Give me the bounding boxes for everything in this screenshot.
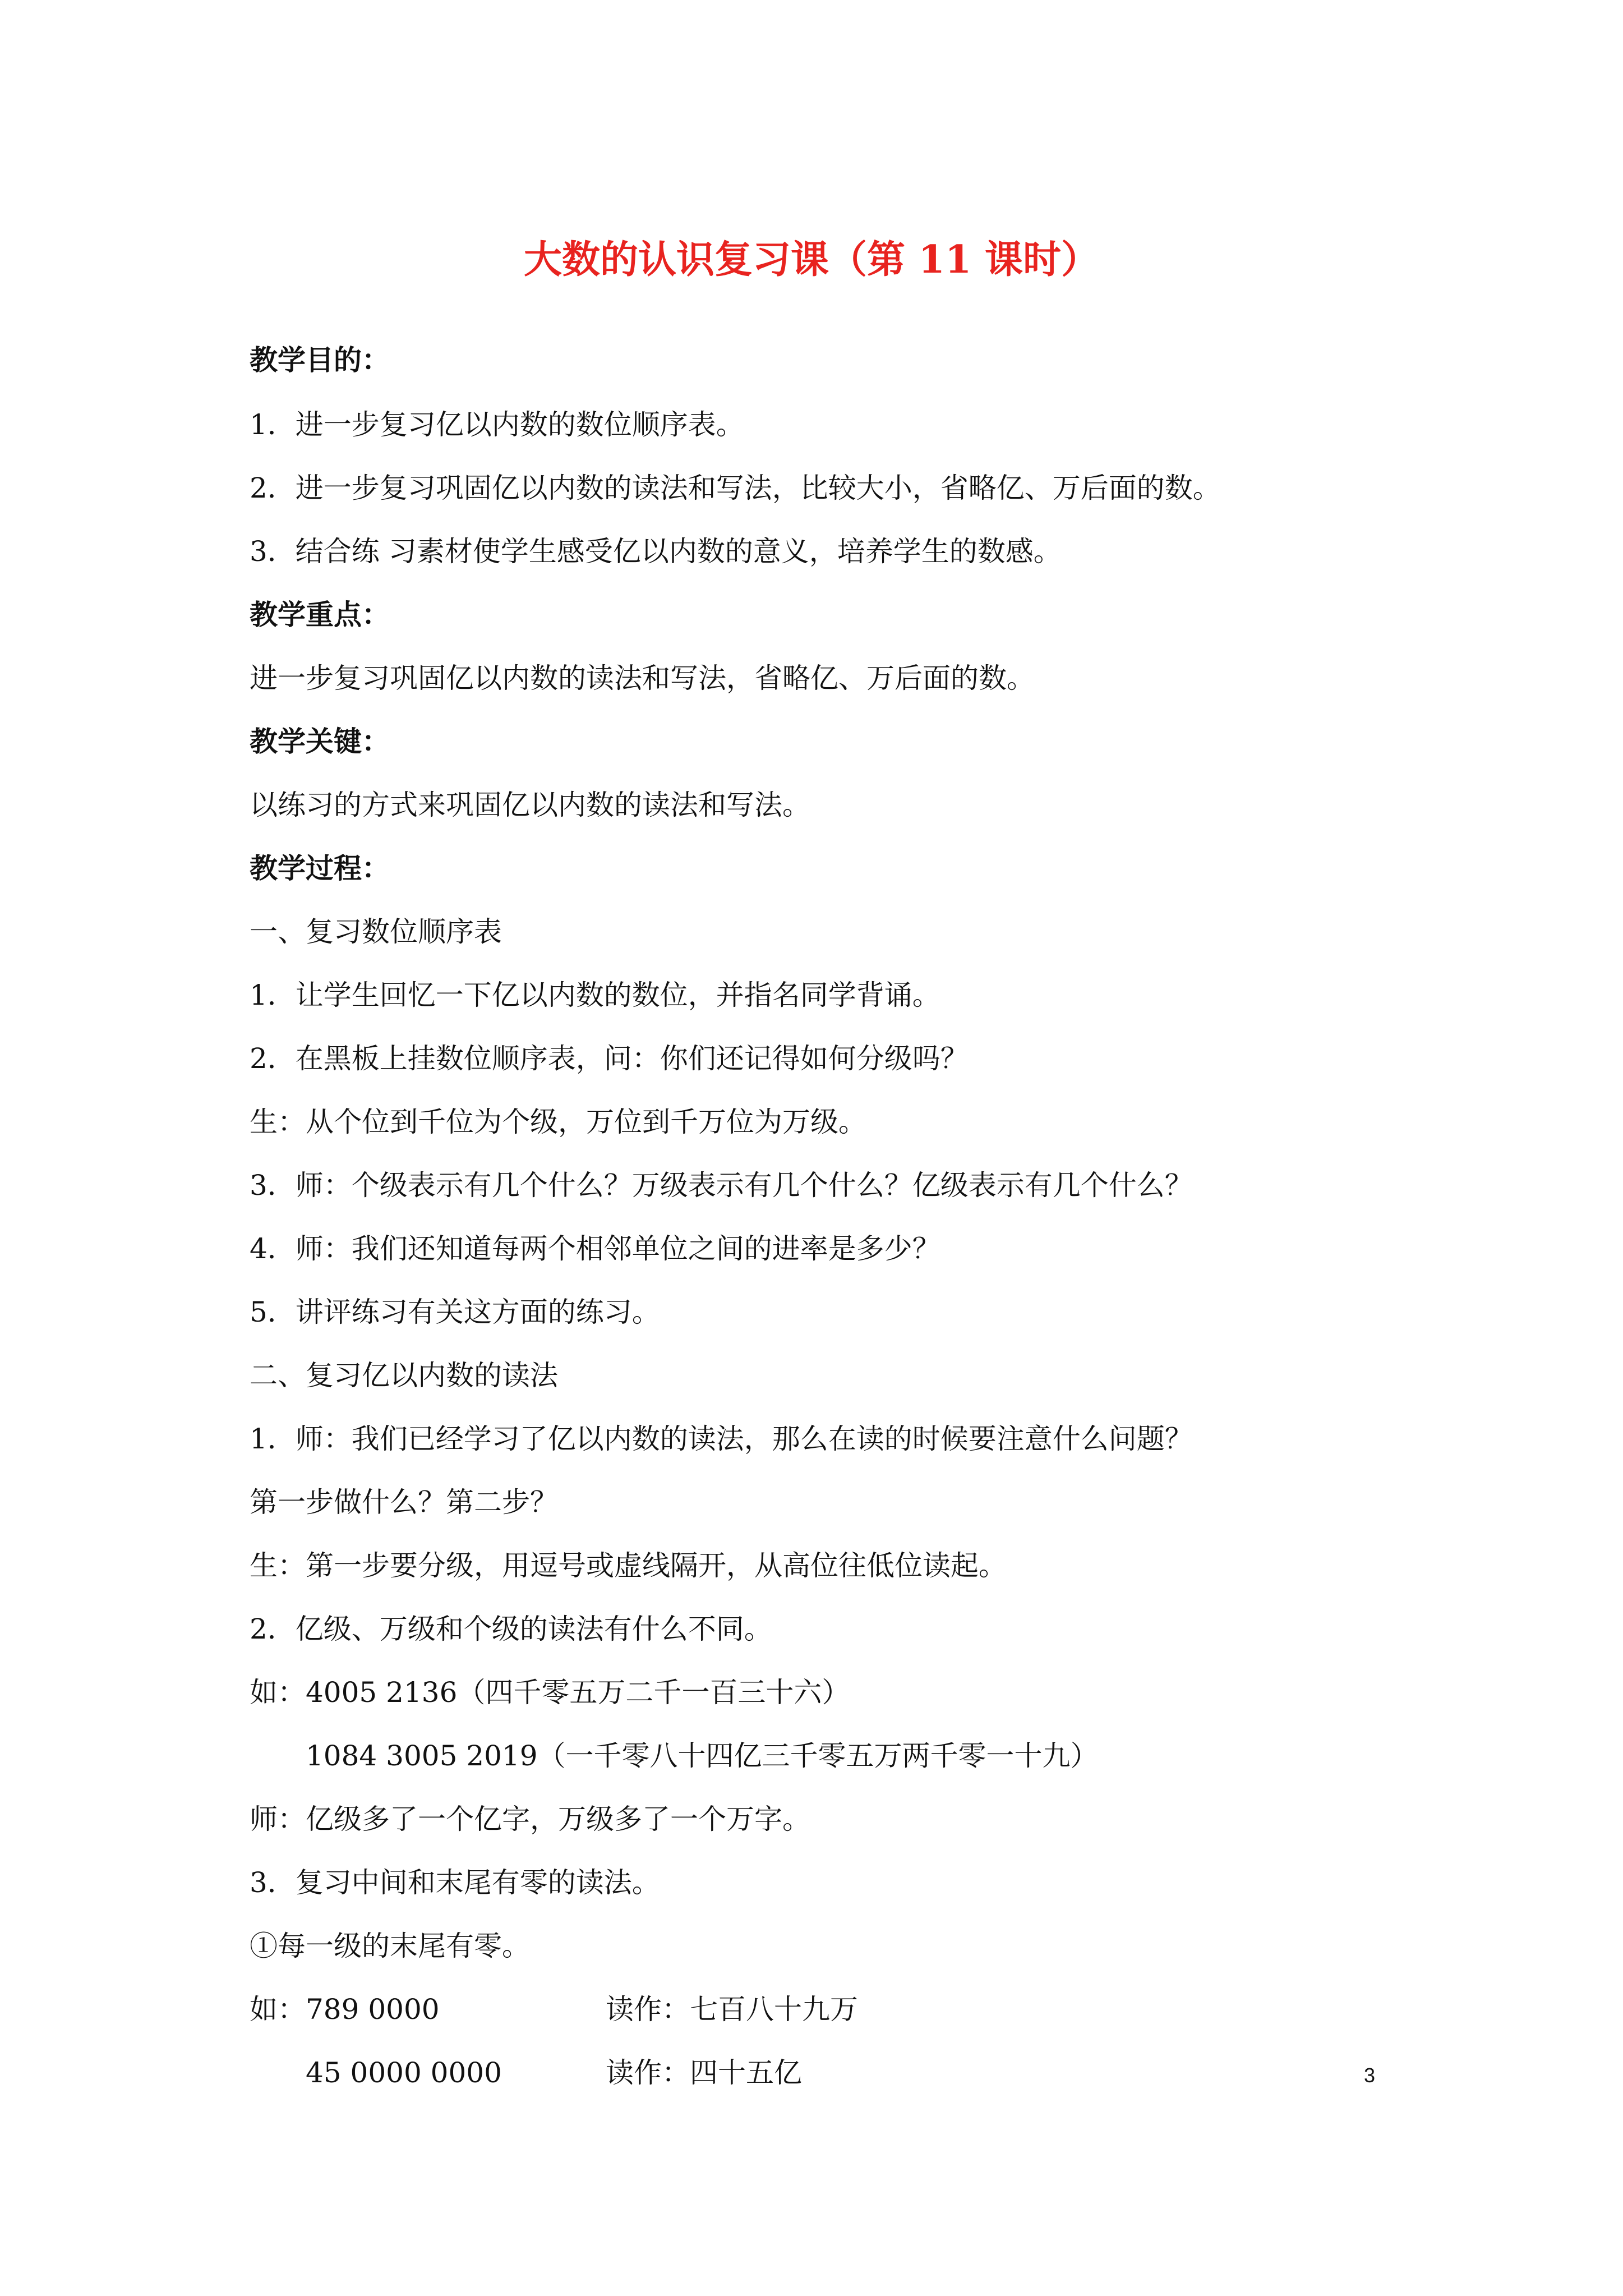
paragraph: 3．复习中间和末尾有零的读法。: [250, 1866, 660, 1899]
paragraph: ①每一级的末尾有零。: [250, 1930, 530, 1962]
document-title: 大数的认识复习课（第 11 课时）: [524, 237, 1099, 282]
paragraph: 3．师：个级表示有几个什么？万级表示有几个什么？亿级表示有几个什么？: [250, 1169, 1193, 1202]
example-reading: 读作：四十五亿: [606, 2056, 802, 2089]
heading-teaching-goals: 教学目的：: [250, 343, 390, 376]
goal-item: 1．进一步复习亿以内数的数位顺序表。: [250, 408, 744, 441]
paragraph: 以练习的方式来巩固亿以内数的读法和写法。: [250, 789, 810, 821]
paragraph: 2．亿级、万级和个级的读法有什么不同。: [250, 1613, 772, 1645]
paragraph: 1．让学生回忆一下亿以内数的数位，并指名同学背诵。: [250, 979, 940, 1011]
example-number: 如：789 0000: [250, 1993, 440, 2026]
paragraph: 4．师：我们还知道每两个相邻单位之间的进率是多少？: [250, 1232, 940, 1265]
paragraph: 进一步复习巩固亿以内数的读法和写法，省略亿、万后面的数。: [250, 662, 1035, 694]
section-heading: 一、复习数位顺序表: [250, 915, 502, 948]
goal-item: 2．进一步复习巩固亿以内数的读法和写法，比较大小，省略亿、万后面的数。: [250, 472, 1221, 504]
paragraph: 生：从个位到千位为个级，万位到千万位为万级。: [250, 1106, 866, 1138]
section-heading: 二、复习亿以内数的读法: [250, 1359, 558, 1392]
paragraph: 师：亿级多了一个亿字，万级多了一个万字。: [250, 1803, 810, 1835]
paragraph: 生：第一步要分级，用逗号或虚线隔开，从高位往低位读起。: [250, 1549, 1007, 1582]
example-reading: 读作：七百八十九万: [606, 1993, 858, 2026]
example-line: 如：4005 2136（四千零五万二千一百三十六）: [250, 1676, 850, 1709]
heading-key-link: 教学关键：: [250, 725, 390, 758]
goal-item: 3．结合练 习素材使学生感受亿以内数的意义，培养学生的数感。: [250, 535, 1062, 568]
example-number: 45 0000 0000: [306, 2056, 502, 2089]
heading-key-points: 教学重点：: [250, 598, 390, 631]
paragraph: 1．师：我们已经学习了亿以内数的读法，那么在读的时候要注意什么问题？: [250, 1423, 1193, 1455]
paragraph: 2．在黑板上挂数位顺序表，问：你们还记得如何分级吗？: [250, 1042, 969, 1075]
example-line: 1084 3005 2019（一千零八十四亿三千零五万两千零一十九）: [306, 1740, 1099, 1772]
heading-process: 教学过程：: [250, 852, 390, 885]
paragraph: 第一步做什么？第二步？: [250, 1486, 558, 1519]
paragraph: 5．讲评练习有关这方面的练习。: [250, 1296, 660, 1328]
page-number: 3: [1364, 2064, 1376, 2087]
